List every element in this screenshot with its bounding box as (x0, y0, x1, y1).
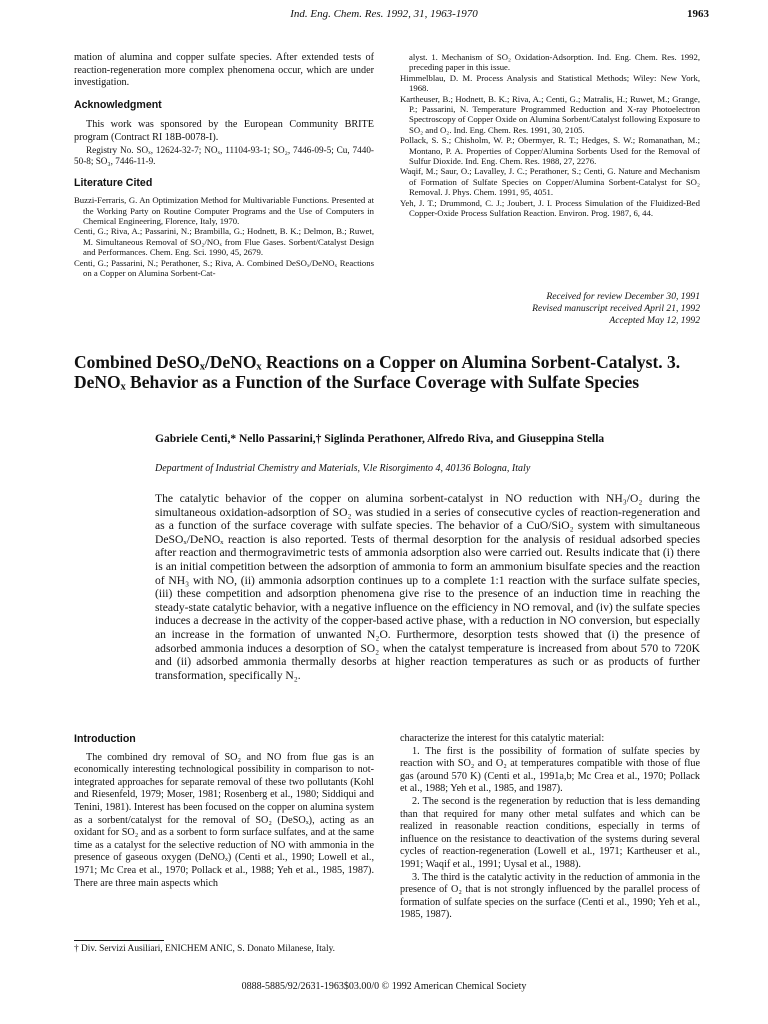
reference-list-right (400, 52, 700, 219)
received-date: Received for review December 30, 1991 (546, 291, 700, 302)
literature-cited-heading: Literature Cited (74, 176, 153, 189)
reference-item: Kartheuser, B.; Hodnett, B. K.; Riva, A.; Centi, G.; Matralis, H.; Ruwet, M.; Grange, P.; Passarini, N. Temperature Programmed Reduction and X-ray Photoelectron Spectroscopy of Copper Oxide on Alumina Sorbent/Catalyst following Exposure to SO₂ and O₂. Ind. Eng. Chem. Res. 1991, 30, 2105. (400, 93, 700, 135)
reference-item: Himmelblau, D. M. Process Analysis and Statistical Methods; Wiley: New York, 1968. (400, 72, 700, 94)
running-header: Ind. Eng. Chem. Res. 1992, 31, 1963-1970 (290, 8, 478, 20)
affiliation: Department of Industrial Chemistry and Materials, V.le Risorgimento 4, 40136 Bologna, Italy (155, 463, 531, 474)
reference-item: Waqif, M.; Saur, O.; Lavalley, J. C.; Perathoner, S.; Centi, G. Nature and Mechanism of Formation of Sulfate Species on Copper/Alumina Sorbent-Catalyst for SO₂ Removal. J. Phys. Chem. 1991, 95, 4051. (400, 166, 700, 198)
revised-date: Revised manuscript received April 21, 1992 (532, 303, 700, 314)
registry-numbers: Registry No. SOₓ, 12624-32-7; NOₓ, 11104-93-1; SO₂, 7446-09-5; Cu, 7440-50-8; SO₃, 7446-11-9. (74, 144, 374, 167)
prev-article-right-column (400, 52, 700, 219)
accepted-date: Accepted May 12, 1992 (609, 315, 700, 326)
introduction-right-column (400, 733, 700, 922)
page-number: 1963 (687, 8, 709, 20)
copyright-footer: 0888-5885/92/2631-1963$03.00/0 © 1992 American Chemical Society (241, 981, 527, 992)
reference-item: Centi, G.; Passarini, N.; Perathoner, S.; Riva, A. Combined DeSOₓ/DeNOₓ Reactions on a Copper on Alumina Sorbent-Cat- (74, 257, 374, 278)
footnote-divider (74, 940, 164, 941)
introduction-paragraph: characterize the interest for this catalytic material: (400, 733, 605, 744)
abstract: The catalytic behavior of the copper on alumina sorbent-catalyst in NO reduction with NH₃/O₂ during the simultaneous oxidation-adsorption of SO₂ was studied in a series of consecutive cycles of reaction-regeneration and as a function of the surface coverage with sulfate species. The behavior of a CuO/SiO₂ system with simultaneous DeSOₓ/DeNOₓ reaction is also reported. Tests of thermal desorption for the analysis of residual adsorbed species after reaction and thermogravimetric tests of ammonia adsorption also were carried out. Results indicate that (i) there is an initial competition between the adsorption of ammonia to form an ammonium bisulfate species and the reaction of NH₃ with NO, (ii) ammonia adsorption continues up to a complete 1:1 reaction with the surface sulfate species, (iii) these competition and adsorption phenomena give rise to the presence of an induction time in reaching the steady-state catalytic behavior, with a negative influence on the efficiency in NO removal, and (iv) the sulfate species induces a decrease in the activity of the copper-based active phase, with a reduction in NO conversion, but especially an increase in the formation of unwanted N₂O. Furthermore, desorption tests showed that (i) the presence of adsorbed ammonia induces a desorption of SO₂ when the catalyst temperature is increased from about 570 to 720K and (ii) adsorbed ammonia thermally desorbs at higher reaction temperatures as such or as products of further transformation, specifically N₂. (155, 492, 700, 682)
author-footnote: † Div. Servizi Ausiliari, ENICHEM ANIC, S. Donato Milanese, Italy. (74, 944, 335, 954)
received-dates (400, 291, 700, 327)
introduction-point-1: 1. The first is the possibility of formation of sulfate species by reaction with SO₂ and O₂ at temperatures compatible with those of flue gas (around 570 K) (Centi et al., 1991a,b; Mc Crea et al., 1970; Pollack et al., 1988; Yeh et al., 1985, and 1987). (400, 745, 700, 795)
reference-item: Yeh, J. T.; Drummond, C. J.; Joubert, J. I. Process Simulation of the Fluidized-Bed Copper-Oxide Process Sulfation Reaction. Environ. Prog. 1987, 6, 44. (400, 197, 700, 219)
introduction-paragraph: The combined dry removal of SO₂ and NO from flue gas is an economically interesting technological possibility in comparison to not-integrated approaches for separate removal of these two pollutants (Kohl and Riesenfeld, 1979; Moser, 1981; Rosenberg et al., 1980; Siddiqui and Tenini, 1981). Interest has been focused on the copper on alumina system as a sorbent/catalyst for the removal of SO₂ (DeSOₓ), acting as an oxidant for SO₂ and as a sorbent to form surface sulfates, and at the same time as a catalyst for the selective reduction of NO with ammonia in the presence of gaseous oxygen (DeNOₓ) (Centi et al., 1990; Lowell et al., 1971; Mc Crea et al., 1970; Pollack et al., 1988; Yeh et al., 1985, 1987). There are three main aspects which (74, 751, 374, 889)
introduction-point-3: 3. The third is the catalytic activity in the reduction of ammonia in the presence of O₂ that is not strongly influenced by the parallel process of formation of sulfate species on the surface (Centi et al., 1990; Yeh et al., 1985, 1987). (400, 871, 700, 921)
introduction-heading: Introduction (74, 733, 136, 745)
reference-list-left (74, 195, 374, 278)
prev-article-left-column (74, 52, 374, 278)
acknowledgment-heading: Acknowledgment (74, 98, 162, 111)
reference-item: Pollack, S. S.; Chisholm, W. P.; Obermyer, R. T.; Hedges, S. W.; Romanathan, M.; Montano, P. A. Properties of Copper/Alumina Sorbents Used for the Removal of Sulfur Dioxide. Ind. Eng. Chem. Res. 1988, 27, 2276. (400, 135, 700, 167)
article-title: Combined DeSOₓ/DeNOₓ Reactions on a Copper on Alumina Sorbent-Catalyst. 3. DeNOₓ Behavior as a Function of the Surface Coverage with Sulfate Species (74, 352, 681, 392)
acknowledgment-text: This work was sponsored by the European Community BRITE program (Contract RI 18B-0078-I). (74, 119, 374, 143)
author-list: Gabriele Centi,* Nello Passarini,† Siglinda Perathoner, Alfredo Riva, and Giuseppina Stella (155, 433, 605, 445)
reference-item: Buzzi-Ferraris, G. An Optimization Method for Multivariable Functions. Presented at the Working Party on Routine Computer Programs and the Use of Computers in Chemical Engineering, Florence, Italy, 1970. (74, 195, 374, 226)
reference-item: Centi, G.; Riva, A.; Passarini, N.; Brambilla, G.; Hodnett, B. K.; Delmon, B.; Ruwet, M. Simultaneous Removal of SO₂/NOₓ from Flue Gases. Sorbent/Catalyst Design and Performances. Chem. Eng. Sci. 1990, 45, 2679. (74, 226, 374, 258)
reference-item: alyst. 1. Mechanism of SO₂ Oxidation-Adsorption. Ind. Eng. Chem. Res. 1992, preceding paper in this issue. (409, 52, 700, 73)
prev-article-continuation: mation of alumina and copper sulfate species. After extended tests of reaction-regeneration more complex phenomena occur, which are under investigation. (74, 52, 374, 89)
introduction-point-2: 2. The second is the regeneration by reduction that is less demanding than that required for many other metal sulfates and which can be realized in reasonable reaction conditions, especially in terms of influence on the resistance to deactivation of the systems during several cycles of reaction-regeneration (Lowell et al., 1971; Kartheuser et al., 1991; Waqif et al., 1991; Uysal et al., 1988). (400, 795, 700, 870)
introduction-left-column (74, 733, 374, 890)
